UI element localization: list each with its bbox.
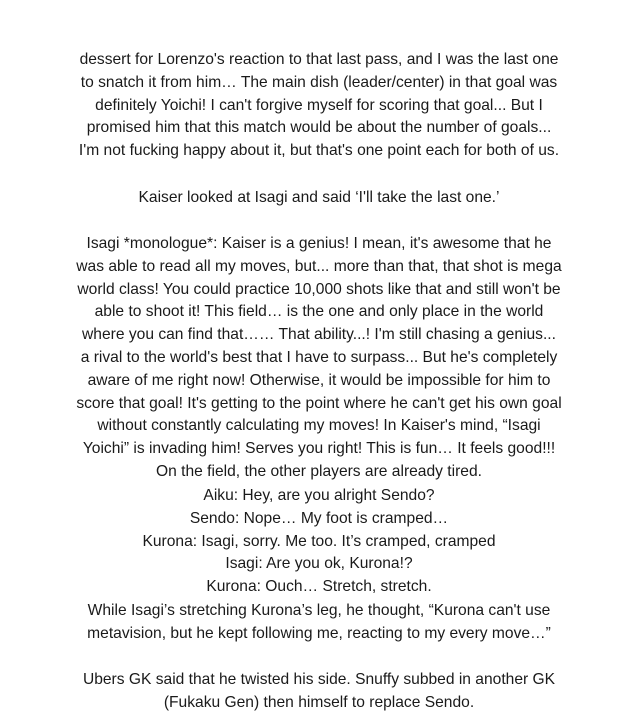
text-line: world class! You could practice 10,000 shots like that and still won't be [77,280,561,298]
text-line: Kaiser looked at Isagi and said ‘I'll take the last one.’ [138,189,500,206]
text-line: Ubers GK said that he twisted his side. Snuffy subbed in another GK [82,671,556,688]
paragraph-dialogue [0,485,638,599]
text-line: definitely Yoichi! I can't forgive myself for scoring that goal... But I [95,96,543,114]
text-line: metavision, but he kept following me, reacting to my every move…” [87,624,551,642]
dialogue-line: Sendo: Nope… My foot is cramped… [189,509,449,527]
dialogue-line: Isagi: Are you ok, Kurona!? [225,555,413,573]
text-line: where you can find that…… That ability...! I'm still chasing a genius... [82,326,556,344]
text-line: Isagi *monologue*: Kaiser is a genius! I mean, it's awesome that he [86,235,552,252]
paragraph-gk-substitution [0,669,638,715]
text-line: dessert for Lorenzo's reaction to that last pass, and I was the last one [79,51,559,68]
text-line: aware of me right now! Otherwise, it would be impossible for him to [87,371,551,389]
text-line: On the field, the other players are already tired. [156,462,482,480]
text-line: without constantly calculating my moves! In Kaiser's mind, “Isagi [97,417,541,435]
text-line: was able to read all my moves, but... more than that, that shot is mega [76,257,562,275]
paragraph-kaiser-quote [0,187,638,210]
dialogue-line: Aiku: Hey, are you alright Sendo? [203,487,435,504]
text-line: While Isagi’s stretching Kurona’s leg, he thought, “Kurona can't use [87,602,551,619]
text-line: able to shoot it! This field… is the one and only place in the world [94,303,544,321]
text-line: to snatch it from him… The main dish (leader/center) in that goal was [80,73,558,91]
text-line: promised him that this match would be about the number of goals... [86,119,552,137]
text-line: Yoichi” is invading him! Serves you right! This is fun… It feels good!!! [82,440,556,458]
dialogue-line: Kurona: Isagi, sorry. Me too. It’s cramped, cramped [142,532,496,550]
text-line: (Fukaku Gen) then himself to replace Sendo. [163,693,475,711]
paragraph-kurona-thought [0,600,638,646]
text-line: I'm not fucking happy about it, but that's one point each for both of us. [78,142,560,160]
text-line: score that goal! It's getting to the point where he can't get his own goal [76,394,562,412]
text-line: a rival to the world's best that I have to surpass... But he's completely [80,348,558,366]
paragraph-isagi-monologue [0,233,638,484]
dialogue-line: Kurona: Ouch… Stretch, stretch. [206,578,432,596]
paragraph-lorenzo-reaction [0,49,638,163]
